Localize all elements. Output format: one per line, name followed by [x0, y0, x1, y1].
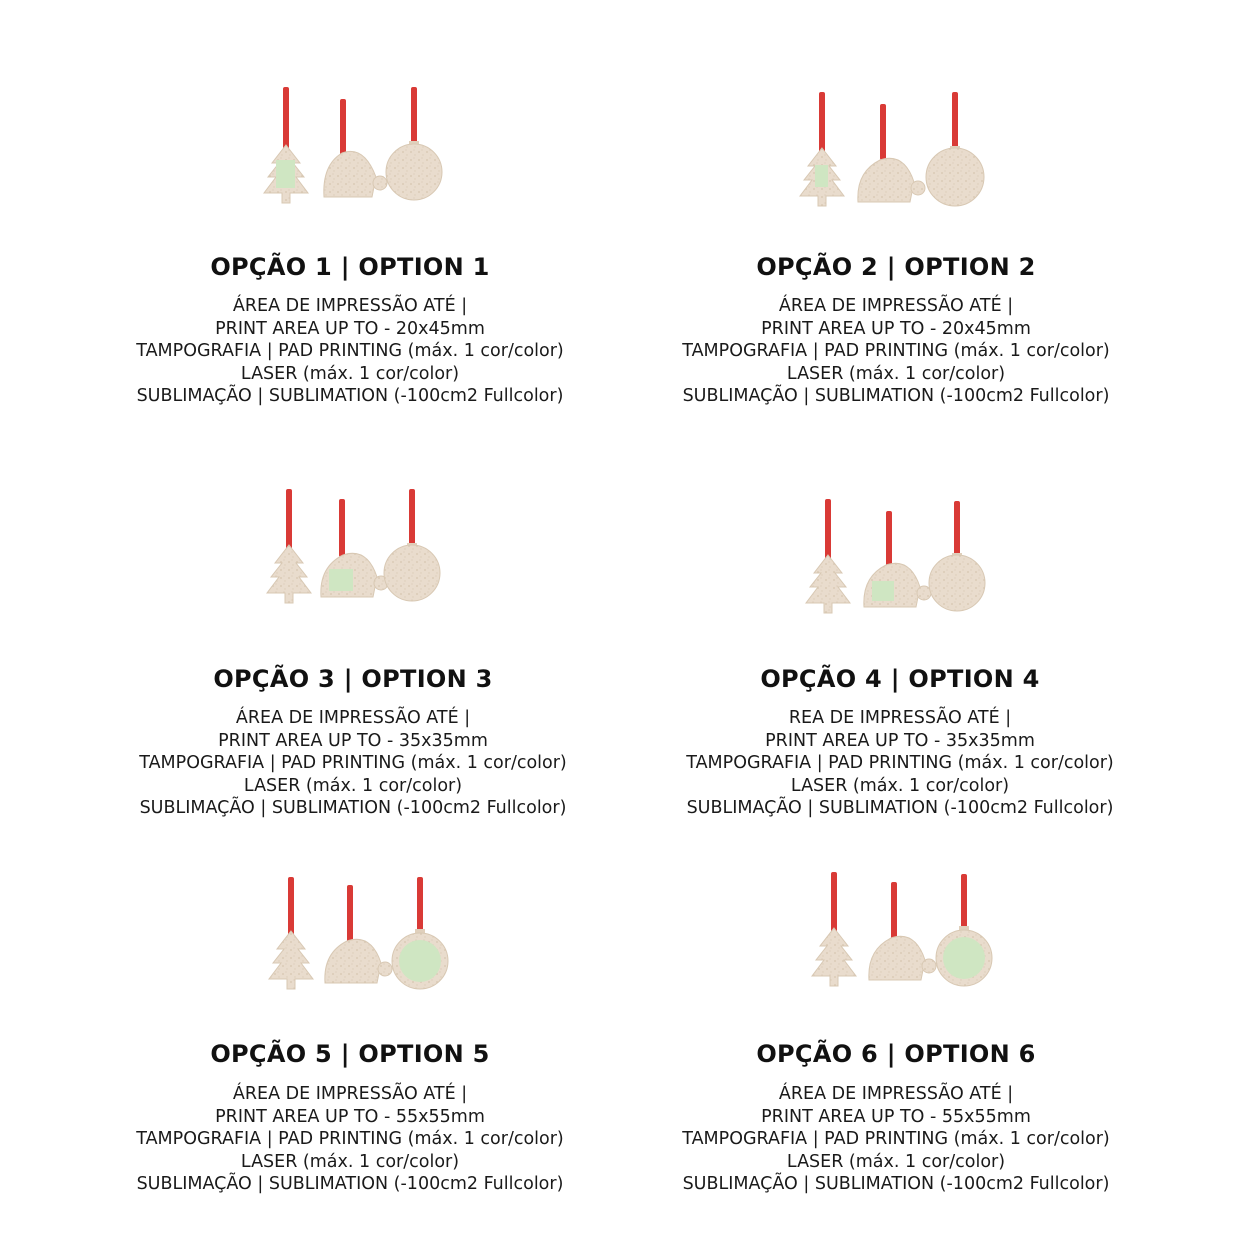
- detail-line: SUBLIMAÇÃO | SUBLIMATION (-100cm2 Fullcolor): [686, 798, 1114, 818]
- option-title: OPÇÃO 2 | OPTION 2: [756, 253, 1036, 281]
- detail-line: LASER (máx. 1 cor/color): [786, 363, 1006, 384]
- detail-line: ÁREA DE IMPRESSÃO ATÉ |: [235, 708, 471, 728]
- hat-print-area: [329, 569, 353, 591]
- detail-line: SUBLIMAÇÃO | SUBLIMATION (-100cm2 Fullcolor): [136, 1174, 564, 1194]
- tree-print-area: [276, 160, 295, 188]
- detail-line: REA DE IMPRESSÃO ATÉ |: [788, 708, 1012, 728]
- detail-line: PRINT AREA UP TO - 20x45mm: [215, 318, 485, 339]
- hat-ornament: [864, 511, 931, 607]
- detail-line: LASER (máx. 1 cor/color): [790, 775, 1010, 796]
- detail-line: TAMPOGRAFIA | PAD PRINTING (máx. 1 cor/color): [136, 1129, 564, 1149]
- tree-ornament: [812, 872, 856, 986]
- ball-ornament: [929, 501, 985, 611]
- ornaments-illustration: [260, 85, 450, 210]
- hat-ornament: [858, 104, 925, 202]
- tree-ornament: [806, 499, 850, 613]
- ornaments-illustration: [796, 90, 996, 215]
- tree-ornament: [269, 877, 313, 989]
- option-details: [620, 707, 1180, 820]
- hat-ornament: [869, 882, 936, 980]
- detail-line: LASER (máx. 1 cor/color): [240, 1151, 460, 1172]
- detail-line: SUBLIMAÇÃO | SUBLIMATION (-100cm2 Fullcolor): [139, 798, 567, 818]
- option-details: [70, 295, 630, 408]
- tree-ornament: [800, 92, 844, 206]
- detail-line: TAMPOGRAFIA | PAD PRINTING (máx. 1 cor/color): [686, 753, 1114, 773]
- hat-ornament: [324, 99, 387, 197]
- detail-line: ÁREA DE IMPRESSÃO ATÉ |: [778, 1084, 1014, 1104]
- detail-line: PRINT AREA UP TO - 55x55mm: [761, 1106, 1031, 1127]
- ball-print-area: [399, 940, 441, 982]
- detail-line: ÁREA DE IMPRESSÃO ATÉ |: [232, 1084, 468, 1104]
- detail-line: PRINT AREA UP TO - 55x55mm: [215, 1106, 485, 1127]
- detail-line: TAMPOGRAFIA | PAD PRINTING (máx. 1 cor/color): [682, 1129, 1110, 1149]
- ball-ornament: [384, 489, 440, 601]
- option-title: OPÇÃO 3 | OPTION 3: [213, 665, 493, 693]
- tree-ornament: [264, 87, 308, 203]
- option-details: [70, 1083, 630, 1196]
- tree-ornament: [267, 489, 311, 603]
- detail-line: SUBLIMAÇÃO | SUBLIMATION (-100cm2 Fullcolor): [136, 386, 564, 406]
- ball-ornament: [926, 92, 984, 206]
- detail-line: ÁREA DE IMPRESSÃO ATÉ |: [778, 296, 1014, 316]
- ball-ornament: [936, 874, 992, 986]
- option-details: [616, 1083, 1176, 1196]
- ornaments-illustration: [800, 497, 1000, 622]
- detail-line: TAMPOGRAFIA | PAD PRINTING (máx. 1 cor/color): [682, 341, 1110, 361]
- option-details: [616, 295, 1176, 408]
- detail-line: PRINT AREA UP TO - 35x35mm: [765, 730, 1035, 751]
- detail-line: LASER (máx. 1 cor/color): [786, 1151, 1006, 1172]
- ball-ornament: [386, 87, 442, 200]
- hat-print-area: [872, 581, 894, 601]
- ornaments-illustration: [265, 875, 455, 995]
- detail-line: TAMPOGRAFIA | PAD PRINTING (máx. 1 cor/color): [139, 753, 567, 773]
- ball-print-area: [943, 937, 985, 979]
- option-title: OPÇÃO 6 | OPTION 6: [756, 1040, 1036, 1068]
- detail-line: ÁREA DE IMPRESSÃO ATÉ |: [232, 296, 468, 316]
- tree-print-area: [815, 165, 828, 187]
- hat-ornament: [325, 885, 392, 983]
- detail-line: PRINT AREA UP TO - 35x35mm: [218, 730, 488, 751]
- detail-line: SUBLIMAÇÃO | SUBLIMATION (-100cm2 Fullcolor): [682, 1174, 1110, 1194]
- detail-line: LASER (máx. 1 cor/color): [240, 363, 460, 384]
- option-title: OPÇÃO 4 | OPTION 4: [760, 665, 1040, 693]
- detail-line: PRINT AREA UP TO - 20x45mm: [761, 318, 1031, 339]
- option-title: OPÇÃO 1 | OPTION 1: [210, 253, 490, 281]
- option-title: OPÇÃO 5 | OPTION 5: [210, 1040, 490, 1068]
- detail-line: TAMPOGRAFIA | PAD PRINTING (máx. 1 cor/color): [136, 341, 564, 361]
- detail-line: LASER (máx. 1 cor/color): [243, 775, 463, 796]
- detail-line: SUBLIMAÇÃO | SUBLIMATION (-100cm2 Fullcolor): [682, 386, 1110, 406]
- ornaments-illustration: [263, 487, 453, 612]
- hat-ornament: [321, 499, 388, 597]
- option-details: [73, 707, 633, 820]
- ornaments-illustration: [801, 870, 1001, 990]
- ball-ornament: [392, 877, 448, 989]
